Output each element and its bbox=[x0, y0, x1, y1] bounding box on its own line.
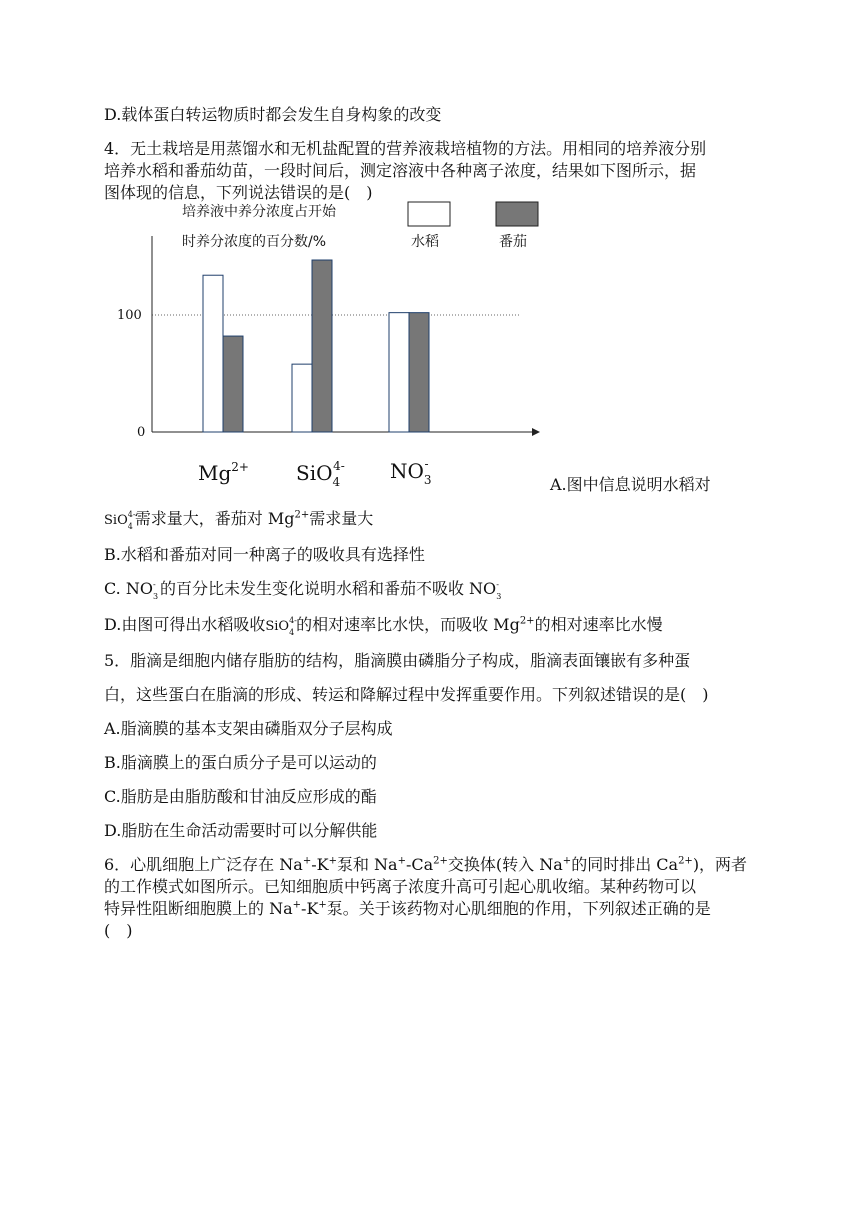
q3-option-d: D.载体蛋白转运物质时都会发生自身构象的改变 bbox=[104, 105, 442, 124]
q4-option-a: SiO 4- 4 需求量大，番茄对 $Mg^{2+}$需求量大 bbox=[104, 509, 374, 531]
ion-concentration-bar-chart bbox=[100, 196, 560, 492]
q4-stem-line3: 图体现的信息，下列说法错误的是( ) bbox=[104, 183, 373, 202]
q5-option-b: B.脂滴膜上的蛋白质分子是可以运动的 bbox=[104, 753, 377, 772]
q4-option-d: D.由图可得出水稻吸收SiO 4- 4 的相对速率比水快，而吸收 $Mg^{2+}$的相对速率比水慢 bbox=[104, 615, 663, 637]
y-tick-0: 0 bbox=[137, 425, 146, 440]
bar-tomato-mg bbox=[223, 336, 243, 432]
q5-option-c: C.脂肪是由脂肪酸和甘油反应形成的酯 bbox=[104, 787, 377, 806]
q4-option-b: B.水稻和番茄对同一种离子的吸收具有选择性 bbox=[104, 545, 425, 564]
y-tick-100: 100 bbox=[117, 308, 142, 323]
category-label-mg: $Mg^{2+}$ bbox=[198, 460, 249, 485]
q6-stem-line3: 特异性阻断细胞膜上的 Na+-K+泵。关于该药物对心肌细胞的作用，下列叙述正确的是 bbox=[104, 899, 711, 918]
q4-option-a-head: A.图中信息说明水稻对 bbox=[550, 475, 711, 494]
legend-label-rice: 水稻 bbox=[411, 234, 439, 250]
q4-option-c: C. NO - 3 的百分比未发生变化说明水稻和番茄不吸收 NO - 3 bbox=[104, 579, 502, 601]
category-label-sio4: SiO$_4$4- bbox=[296, 459, 345, 489]
legend-swatch-tomato bbox=[496, 202, 538, 226]
legend-swatch-rice bbox=[408, 202, 450, 226]
q6-stem-line1: 6．心肌细胞上广泛存在 Na+-K+泵和 $Na^+-Ca^{2+}$交换体(转入 Na+的同时排出 $Ca^{2+}$)，两者 bbox=[104, 855, 748, 874]
bar-tomato-sio4 bbox=[312, 260, 332, 432]
bar-rice-mg bbox=[203, 275, 223, 432]
chart-title-line1: 培养液中养分浓度占开始 bbox=[182, 204, 336, 220]
bar-rice-no3 bbox=[389, 313, 409, 432]
q5-option-d: D.脂肪在生命活动需要时可以分解供能 bbox=[104, 821, 378, 840]
category-label-no3: $NO_3-$ bbox=[390, 457, 432, 487]
chart-title-line2: 时养分浓度的百分数/% bbox=[182, 234, 327, 250]
q5-stem-line1: 5．脂滴是细胞内储存脂肪的结构，脂滴膜由磷脂分子构成，脂滴表面镶嵌有多种蛋 bbox=[104, 651, 691, 670]
x-axis-arrow bbox=[532, 428, 540, 436]
legend-label-tomato: 番茄 bbox=[499, 234, 527, 250]
q4-stem-line1: 4．无土栽培是用蒸馏水和无机盐配置的营养液栽培植物的方法。用相同的培养液分别 bbox=[104, 139, 707, 158]
q4-stem-line2: 培养水稻和番茄幼苗，一段时间后，测定溶液中各种离子浓度，结果如下图所示，据 bbox=[104, 161, 697, 180]
bar-rice-sio4 bbox=[292, 364, 312, 432]
q6-stem-line4: ( ) bbox=[104, 921, 133, 940]
q5-stem-line2: 白，这些蛋白在脂滴的形成、转运和降解过程中发挥重要作用。下列叙述错误的是( ) bbox=[104, 685, 709, 704]
q6-stem-line2: 的工作模式如图所示。已知细胞质中钙离子浓度升高可引起心肌收缩。某种药物可以 bbox=[104, 877, 697, 896]
bar-tomato-no3 bbox=[409, 313, 429, 432]
q5-option-a: A.脂滴膜的基本支架由磷脂双分子层构成 bbox=[104, 719, 393, 738]
